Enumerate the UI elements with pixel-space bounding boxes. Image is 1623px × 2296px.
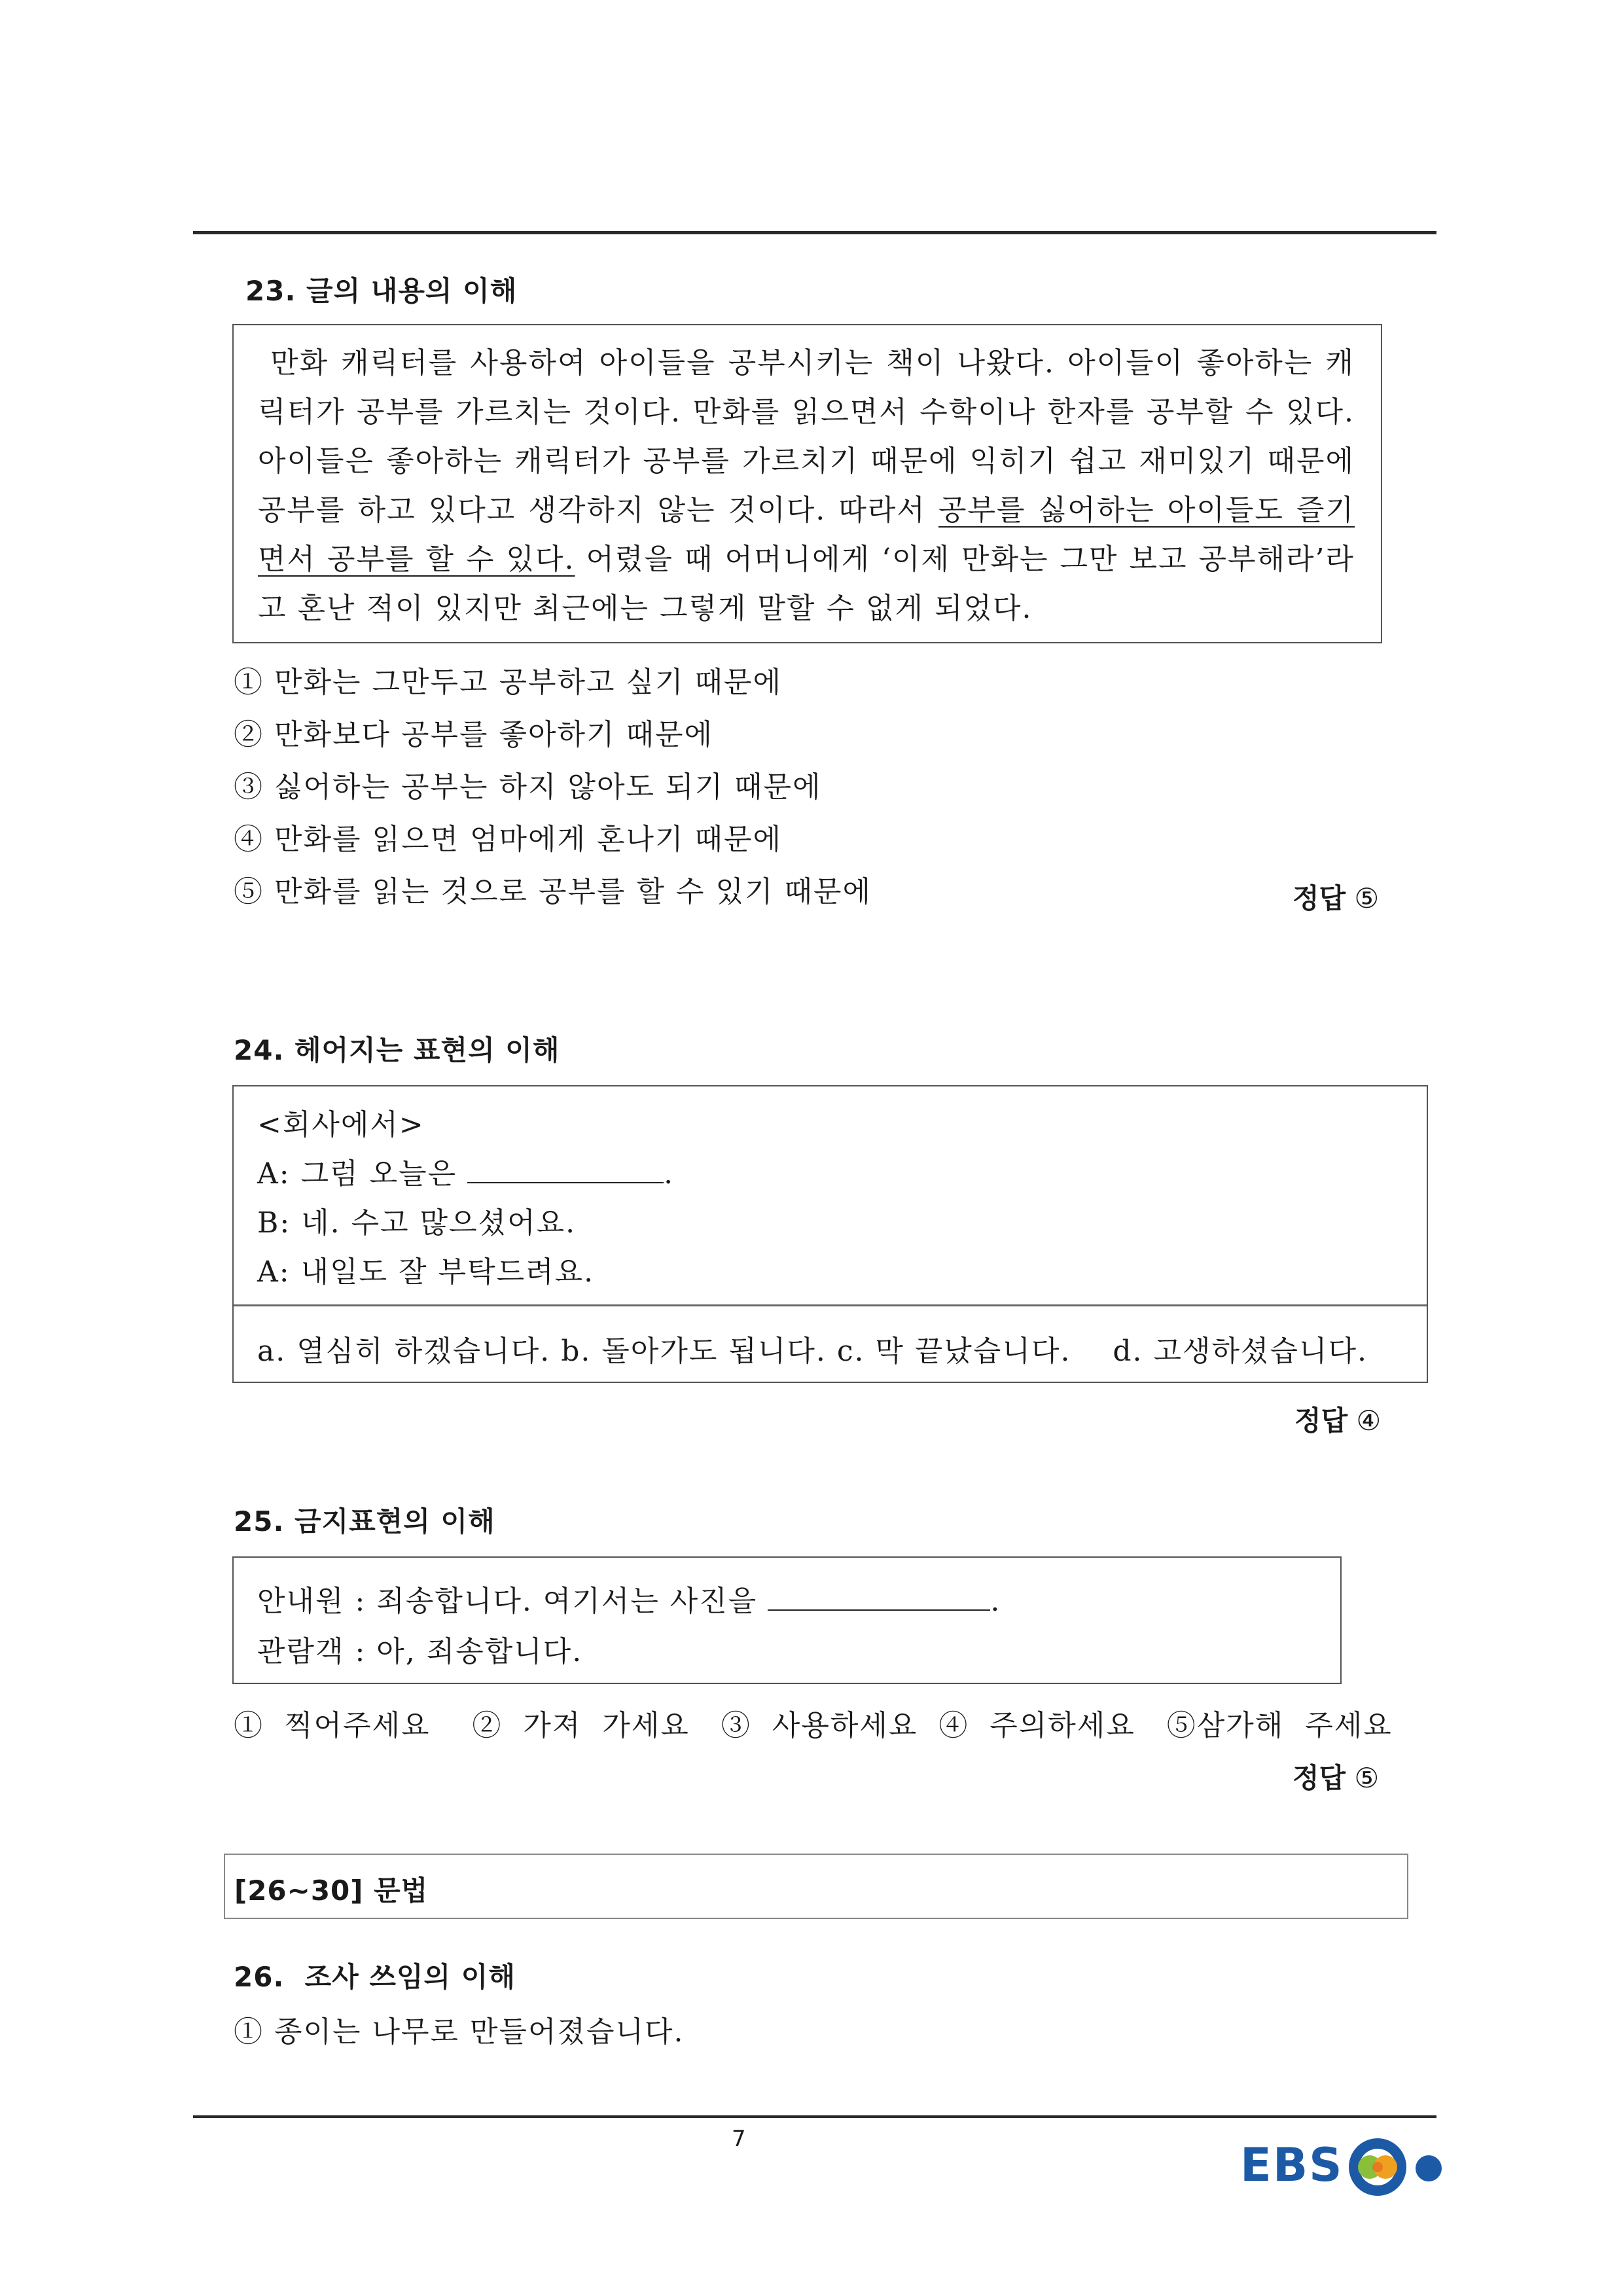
header-rule	[193, 231, 1436, 234]
question-25-dialog-box	[232, 1556, 1342, 1684]
question-25-answer	[1293, 1757, 1379, 1796]
section-header-box	[224, 1854, 1408, 1919]
answer-value: ⑤	[1354, 882, 1380, 914]
answer-value: ④	[1356, 1405, 1382, 1437]
dialog-line-a2: A: 내일도 잘 부탁드려요.	[257, 1255, 595, 1289]
answer-blank	[768, 1585, 990, 1611]
answer-label: 정답	[1293, 882, 1346, 914]
question-23-passage	[258, 338, 1355, 633]
question-23-title: 23. 글의 내용의 이해	[245, 275, 518, 307]
passage-underlined-sentence: 공부를 싫어하는 아이들도 즐기면서 공부를 할 수 있다.	[258, 493, 1355, 576]
answer-label: 정답	[1293, 1762, 1346, 1794]
question-24-choices: a. 열심히 하겠습니다. b. 돌아가도 됩니다. c. 막 끝났습니다. d. 고생하셨습니다.	[257, 1335, 1368, 1368]
question-25-options: ① 찍어주세요 ② 가져 가세요 ③ 사용하세요 ④ 주의하세요 ⑤삼가해 주세요	[234, 1709, 1393, 1742]
question-26-title: 26. 조사 쓰임의 이해	[234, 1961, 516, 1993]
dialog-line-guide-period: .	[990, 1585, 1001, 1618]
dialog-line-b: B: 네. 수고 많으셨어요.	[257, 1206, 577, 1240]
dialog-line-guide	[257, 1577, 1001, 1619]
passage-text-part1: 만화 캐릭터를 사용하여 아이들을 공부시키는 책이 나왔다. 아이들이 좋아하는 캐릭터가 공부를 가르치는 것이다. 만화를 읽으면서 수학이나 한자를 공부할 수 있다. 아이들은 좋아하는 캐릭터가 공부를 가르치기 때문에 익히기 쉽고 재미있기 때문에 공부를 하고 있다고 생각하지 않는 것이다. 따라서	[258, 346, 1355, 527]
answer-value: ⑤	[1354, 1762, 1380, 1794]
answer-label: 정답	[1294, 1405, 1348, 1437]
ebs-logo-text: EBS	[1240, 2138, 1344, 2192]
footer-rule	[193, 2115, 1436, 2118]
dialog-line-visitor: 관람객 : 아, 죄송합니다.	[257, 1635, 583, 1668]
dialog-divider	[234, 1304, 1427, 1306]
answer-blank	[467, 1157, 664, 1183]
question-24-title: 24. 헤어지는 표현의 이해	[234, 1034, 560, 1066]
question-24-dialog-box	[232, 1085, 1428, 1383]
question-26-option-1: ① 종이는 나무로 만들어졌습니다.	[234, 2015, 685, 2049]
dialog-line-guide-text: 안내원 : 죄송합니다. 여기서는 사진을	[257, 1585, 758, 1618]
option-2: ② 만화보다 공부를 좋아하기 때문에	[234, 718, 713, 751]
dialog-line-a1	[257, 1150, 674, 1192]
passage-text-part2: 어렸을 때 어머니에게 ‘이제 만화는 그만 보고 공부해라’라고 혼난 적이 있지만 최근에는 그렇게 말할 수 없게 되었다.	[258, 543, 1355, 625]
dialog-line-a1-text: A: 그럼 오늘은	[257, 1157, 457, 1191]
section-label: [26~30] 문법	[234, 1874, 429, 1907]
option-3: ③ 싫어하는 공부는 하지 않아도 되기 때문에	[234, 770, 822, 804]
option-5: ⑤ 만화를 읽는 것으로 공부를 할 수 있기 때문에	[234, 875, 872, 908]
question-24-answer	[1294, 1399, 1381, 1439]
question-25-title: 25. 금지표현의 이해	[234, 1505, 495, 1537]
question-23-answer	[1293, 877, 1379, 916]
question-23-passage-box	[232, 324, 1382, 643]
page-number: 7	[732, 2126, 746, 2152]
option-4: ④ 만화를 읽으면 엄마에게 혼나기 때문에	[234, 823, 782, 856]
option-1: ① 만화는 그만두고 공부하고 싶기 때문에	[234, 666, 782, 699]
dialog-line-a1-period: .	[664, 1157, 675, 1191]
dialog-setting: <회사에서>	[257, 1108, 425, 1141]
ebs-logo-circles-icon	[1344, 2134, 1455, 2200]
question-23-options	[234, 656, 872, 918]
ebs-logo	[1240, 2130, 1456, 2202]
